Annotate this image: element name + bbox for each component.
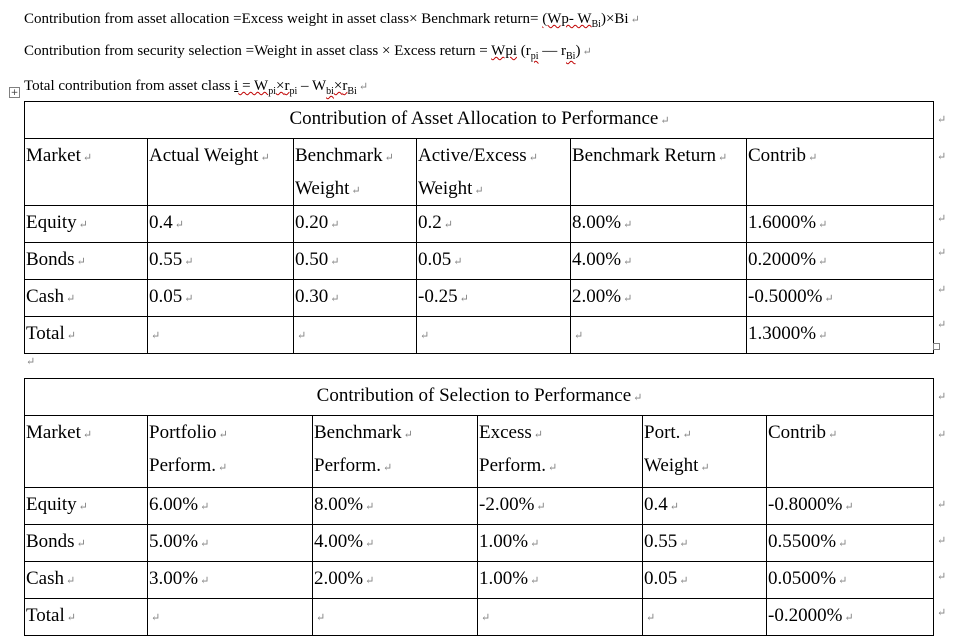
table-cell[interactable] xyxy=(767,562,934,599)
table-cell[interactable] xyxy=(294,243,417,280)
subscript: Bi xyxy=(566,51,576,62)
paragraph-mark-icon: ↵ xyxy=(459,293,469,305)
cell-text: 2.00% xyxy=(314,568,364,589)
header-cell[interactable] xyxy=(643,416,767,488)
header-text: Benchmark Return ↵ xyxy=(572,145,728,166)
header-cell[interactable] xyxy=(747,139,934,206)
paragraph-mark-icon: ↵ xyxy=(365,538,375,550)
paragraph-mark-icon: ↵ xyxy=(718,152,728,164)
formula-term: $\times r_{Bi}$ xyxy=(333,78,357,97)
formula-total xyxy=(24,77,368,101)
paragraph-mark-icon: ↵ xyxy=(66,612,76,624)
table-cell[interactable] xyxy=(643,599,767,636)
paragraph-mark-icon: ↵ xyxy=(66,293,76,305)
paragraph-mark-icon: ↵ xyxy=(365,501,375,513)
table-cell[interactable] xyxy=(643,488,767,525)
row-label-cell[interactable] xyxy=(25,243,148,280)
table-cell[interactable] xyxy=(417,317,571,354)
cell-text: 0.30 xyxy=(295,286,329,307)
cell-text: 0.20 xyxy=(295,212,329,233)
cell-text: Cash xyxy=(26,568,64,589)
header-cell[interactable] xyxy=(294,139,417,206)
table-cell[interactable] xyxy=(148,599,313,636)
paragraph-mark-icon: ↵ xyxy=(528,152,538,164)
cell-text: 0.05 xyxy=(644,568,678,589)
formula-text: ) xyxy=(600,11,606,27)
table-cell[interactable] xyxy=(148,243,294,280)
cell-text: Equity xyxy=(26,212,77,233)
paragraph-mark-icon: ↵ xyxy=(548,462,558,474)
row-end-mark-icon: ↵ xyxy=(937,499,947,511)
cell-text: 0.05 xyxy=(149,286,183,307)
cell-text: -0.5000% xyxy=(748,286,823,307)
table-cell[interactable] xyxy=(747,317,934,354)
row-label-cell[interactable] xyxy=(25,206,148,243)
paragraph-mark-icon: ↵ xyxy=(200,575,210,587)
formula-text: Contribution from asset allocation =Excess weight in asset class xyxy=(24,11,410,27)
paragraph-mark-icon: ↵ xyxy=(844,612,854,624)
row-label-cell[interactable] xyxy=(25,280,148,317)
row-end-mark-icon: ↵ xyxy=(937,535,947,547)
table-title-row xyxy=(25,102,934,139)
table-cell[interactable] xyxy=(294,317,417,354)
formula-term: = $W_{pi}\times r_{pi}$ xyxy=(238,78,298,97)
cell-text: 0.50 xyxy=(295,249,329,270)
row-end-mark-icon: ↵ xyxy=(937,429,947,441)
formula-text: r xyxy=(561,43,567,59)
cell-text: -0.25 xyxy=(418,286,458,307)
header-text: Contrib ↵ xyxy=(768,422,838,443)
formula-text: — xyxy=(538,43,562,59)
paragraph-mark-icon: ↵ xyxy=(260,152,270,164)
table-cell[interactable] xyxy=(478,599,643,636)
paragraph-mark-icon: ↵ xyxy=(623,219,633,231)
row-end-mark-icon: ↵ xyxy=(937,319,947,331)
paragraph-mark-icon: ↵ xyxy=(808,152,818,164)
table-cell[interactable] xyxy=(417,243,571,280)
paragraph-mark-icon: ↵ xyxy=(824,293,834,305)
formula-asset-allocation xyxy=(24,10,640,34)
table-cell[interactable] xyxy=(571,280,747,317)
table-resize-handle[interactable] xyxy=(933,343,940,350)
row-label-cell[interactable] xyxy=(25,525,148,562)
paragraph-mark-icon: ↵ xyxy=(200,538,210,550)
header-cell[interactable] xyxy=(571,139,747,206)
row-label-cell[interactable] xyxy=(25,599,148,636)
formula-text: Benchmark return= xyxy=(417,11,543,27)
cell-text: 0.4 xyxy=(149,212,173,233)
table-cell[interactable] xyxy=(571,206,747,243)
formula-security-selection xyxy=(24,42,592,66)
table-cell[interactable] xyxy=(313,488,478,525)
cell-text: 8.00% xyxy=(314,494,364,515)
table-cell[interactable] xyxy=(478,525,643,562)
paragraph-mark-icon: ↵ xyxy=(297,330,307,342)
table-cell[interactable] xyxy=(148,206,294,243)
paragraph-mark-icon: ↵ xyxy=(200,501,210,513)
table-title[interactable]: Contribution of Asset Allocation to Performance ↵ xyxy=(25,102,934,139)
formula-text: Excess return = xyxy=(390,43,492,59)
row-label-cell[interactable] xyxy=(25,317,148,354)
table-row xyxy=(25,525,934,562)
paragraph-mark-icon: ↵ xyxy=(384,152,394,164)
header-text: Market ↵ xyxy=(26,422,93,443)
cell-text: 3.00% xyxy=(149,568,199,589)
paragraph-mark-icon: ↵ xyxy=(844,501,854,513)
paragraph-mark-icon: ↵ xyxy=(403,429,413,441)
cell-text: 1.6000% xyxy=(748,212,817,233)
row-end-mark-icon: ↵ xyxy=(937,247,947,259)
paragraph-mark-icon: ↵ xyxy=(218,429,228,441)
header-cell[interactable] xyxy=(148,416,313,488)
header-text: Excess ↵ xyxy=(479,422,543,443)
formula-text: Contribution from security selection =Weight in asset class xyxy=(24,43,383,59)
cell-text: 0.5500% xyxy=(768,531,837,552)
table-cell[interactable] xyxy=(747,280,934,317)
paragraph-mark-icon: ↵ xyxy=(351,185,361,197)
paragraph-mark-icon: ↵ xyxy=(838,538,848,550)
paragraph-mark-icon: ↵ xyxy=(623,293,633,305)
table-cell[interactable] xyxy=(571,243,747,280)
cell-text: Cash xyxy=(26,286,64,307)
cell-text: 6.00% xyxy=(149,494,199,515)
paragraph-mark-icon: ↵ xyxy=(574,330,584,342)
paragraph-mark-icon: ↵ xyxy=(679,575,689,587)
header-text: Portfolio ↵ xyxy=(149,422,228,443)
paragraph-mark-icon: ↵ xyxy=(682,429,692,441)
header-cell[interactable] xyxy=(148,139,294,206)
cell-text: 2.00% xyxy=(572,286,622,307)
paragraph-mark-icon: ↵ xyxy=(383,462,393,474)
row-end-mark-icon: ↵ xyxy=(937,114,947,126)
cell-text: 1.3000% xyxy=(748,323,817,344)
cell-text: -0.2000% xyxy=(768,605,843,626)
row-end-mark-icon: ↵ xyxy=(937,607,947,619)
header-cell[interactable] xyxy=(478,416,643,488)
paragraph-mark-icon: ↵ xyxy=(481,612,491,624)
cell-text: 4.00% xyxy=(314,531,364,552)
paragraph-mark-icon: ↵ xyxy=(838,575,848,587)
formula-text: Bi xyxy=(614,11,629,27)
paragraph-mark-icon: ↵ xyxy=(82,152,93,164)
table-cell[interactable] xyxy=(148,562,313,599)
paragraph-mark-icon: ↵ xyxy=(818,219,828,231)
table-cell[interactable] xyxy=(767,599,934,636)
row-label-cell[interactable] xyxy=(25,562,148,599)
cell-text: 0.4 xyxy=(644,494,668,515)
row-end-mark-icon: ↵ xyxy=(937,571,947,583)
cell-text: Bonds xyxy=(26,531,75,552)
header-text: Perform. ↵ xyxy=(314,455,393,476)
paragraph-mark-icon: ↵ xyxy=(700,462,710,474)
table-row xyxy=(25,206,934,243)
header-text: Active/Excess ↵ xyxy=(418,145,538,166)
paragraph-mark-icon: ↵ xyxy=(365,575,375,587)
table-move-handle-icon[interactable]: + xyxy=(10,88,19,98)
table-cell[interactable] xyxy=(417,280,571,317)
times-symbol: × xyxy=(409,11,418,27)
header-cell[interactable] xyxy=(313,416,478,488)
paragraph-mark-icon: ↵ xyxy=(330,256,340,268)
cell-text: Total xyxy=(26,323,65,344)
paragraph-mark-icon: ↵ xyxy=(76,256,86,268)
subscript: pi xyxy=(530,51,539,62)
cell-text: 0.55 xyxy=(644,531,678,552)
table-cell[interactable] xyxy=(747,243,934,280)
table-cell[interactable] xyxy=(478,562,643,599)
paragraph-mark-icon: ↵ xyxy=(151,330,161,342)
paragraph-mark-icon: ↵ xyxy=(174,219,184,231)
table-cell[interactable] xyxy=(148,280,294,317)
cell-text: -0.8000% xyxy=(768,494,843,515)
paragraph-mark-icon: ↵ xyxy=(66,330,76,342)
paragraph-mark-icon: ↵ xyxy=(669,501,679,513)
row-end-mark-icon: ↵ xyxy=(937,284,947,296)
header-text: Weight ↵ xyxy=(418,178,484,199)
paragraph-mark-icon: ↵ xyxy=(76,538,86,550)
cell-text: 0.2000% xyxy=(748,249,817,270)
cell-text: 0.0500% xyxy=(768,568,837,589)
header-text: Actual Weight ↵ xyxy=(149,145,270,166)
header-text: Perform. ↵ xyxy=(479,455,558,476)
table-cell[interactable] xyxy=(294,206,417,243)
paragraph-mark-icon: ↵ xyxy=(82,429,93,441)
paragraph-mark-icon: ↵ xyxy=(623,256,633,268)
cell-text: 0.05 xyxy=(418,249,452,270)
table-row xyxy=(25,562,934,599)
table-title-row xyxy=(25,379,934,416)
header-text: Weight ↵ xyxy=(295,178,361,199)
subscript: bi xyxy=(326,86,334,97)
formula-text: (r xyxy=(516,43,531,59)
table-cell[interactable] xyxy=(148,488,313,525)
paragraph-mark-icon: ↵ xyxy=(536,501,546,513)
table-cell[interactable] xyxy=(148,525,313,562)
formula-text: – W xyxy=(297,78,327,94)
paragraph-mark-icon: ↵ xyxy=(66,575,76,587)
table-row xyxy=(25,317,934,354)
cell-text: 0.55 xyxy=(149,249,183,270)
paragraph-mark-icon: ↵ xyxy=(184,256,194,268)
table-header-row xyxy=(25,139,934,206)
cell-text: 5.00% xyxy=(149,531,199,552)
cell-text: 0.2 xyxy=(418,212,442,233)
formula-term: (Wp- $W_{Bi}$ xyxy=(542,11,601,30)
paragraph-mark-icon: ↵ xyxy=(828,429,838,441)
header-text: Market ↵ xyxy=(26,145,93,166)
paragraph-mark-icon: ↵ xyxy=(78,501,88,513)
table-cell[interactable] xyxy=(767,488,934,525)
table-cell[interactable] xyxy=(313,525,478,562)
table-cell[interactable] xyxy=(313,562,478,599)
row-end-mark-icon: ↵ xyxy=(937,213,947,225)
times-symbol: × xyxy=(382,43,391,59)
asset-allocation-table xyxy=(24,101,934,354)
times-symbol: × xyxy=(605,11,615,27)
table-cell[interactable] xyxy=(643,562,767,599)
cell-text: 1.00% xyxy=(479,568,529,589)
cell-text: Bonds xyxy=(26,249,75,270)
formula-text: Total contribution from asset class xyxy=(24,78,235,94)
paragraph-mark-icon: ↵ xyxy=(330,293,340,305)
formula-term: Wpi xyxy=(491,43,517,59)
paragraph-mark-icon: ↵ xyxy=(151,612,161,624)
paragraph-mark-icon: ↵ xyxy=(474,185,484,197)
table-cell[interactable] xyxy=(148,317,294,354)
paragraph-mark-icon: ↵ xyxy=(530,575,540,587)
paragraph-mark-icon: ↵ xyxy=(420,330,430,342)
paragraph-mark-icon: ↵ xyxy=(582,46,592,58)
paragraph-mark-icon: ↵ xyxy=(646,612,656,624)
table-title[interactable]: Contribution of Selection to Performance ↵ xyxy=(25,379,934,416)
header-text: Weight ↵ xyxy=(644,455,710,476)
paragraph-mark-icon: ↵ xyxy=(316,612,326,624)
cell-text: 1.00% xyxy=(479,531,529,552)
table-cell[interactable] xyxy=(313,599,478,636)
header-text: Perform. ↵ xyxy=(149,455,228,476)
table-row xyxy=(25,280,934,317)
paragraph-mark-icon: ↵ xyxy=(818,256,828,268)
table-row xyxy=(25,488,934,525)
cell-text: -2.00% xyxy=(479,494,535,515)
row-label-cell[interactable] xyxy=(25,488,148,525)
formula-term: i xyxy=(234,78,239,94)
selection-table xyxy=(24,378,934,636)
cell-text: 8.00% xyxy=(572,212,622,233)
cell-text: Total xyxy=(26,605,65,626)
paragraph-mark-icon: ↵ xyxy=(818,330,828,342)
header-cell[interactable] xyxy=(25,139,148,206)
table-row xyxy=(25,243,934,280)
table-cell[interactable] xyxy=(747,206,934,243)
table-row xyxy=(25,599,934,636)
formula-text: ) xyxy=(575,43,581,59)
paragraph-mark-icon: ↵ xyxy=(530,538,540,550)
table-cell[interactable] xyxy=(767,525,934,562)
paragraph-mark-icon: ↵ xyxy=(443,219,453,231)
header-cell[interactable] xyxy=(767,416,934,488)
paragraph-mark-icon: ↵ xyxy=(630,14,640,26)
table-cell[interactable] xyxy=(571,317,747,354)
row-end-mark-icon: ↵ xyxy=(937,151,947,163)
header-text: Benchmark ↵ xyxy=(295,145,394,166)
cell-text: 4.00% xyxy=(572,249,622,270)
header-text: Contrib ↵ xyxy=(748,145,818,166)
paragraph-mark-icon: ↵ xyxy=(330,219,340,231)
paragraph-mark-icon: ↵ xyxy=(218,462,228,474)
header-text: Benchmark ↵ xyxy=(314,422,413,443)
table-cell[interactable] xyxy=(478,488,643,525)
paragraph-mark-icon: ↵ xyxy=(26,356,36,368)
paragraph-mark-icon: ↵ xyxy=(453,256,463,268)
paragraph-mark-icon: ↵ xyxy=(679,538,689,550)
table-cell[interactable] xyxy=(417,206,571,243)
row-end-mark-icon: ↵ xyxy=(937,391,947,403)
header-cell[interactable] xyxy=(417,139,571,206)
cell-text: Equity xyxy=(26,494,77,515)
table-cell[interactable] xyxy=(643,525,767,562)
paragraph-mark-icon: ↵ xyxy=(358,81,369,93)
table-header-row xyxy=(25,416,934,488)
paragraph-mark-icon: ↵ xyxy=(533,429,543,441)
paragraph-mark-icon: ↵ xyxy=(78,219,88,231)
paragraph-mark-icon: ↵ xyxy=(184,293,194,305)
header-text: Port. ↵ xyxy=(644,422,692,443)
header-cell[interactable] xyxy=(25,416,148,488)
table-cell[interactable] xyxy=(294,280,417,317)
